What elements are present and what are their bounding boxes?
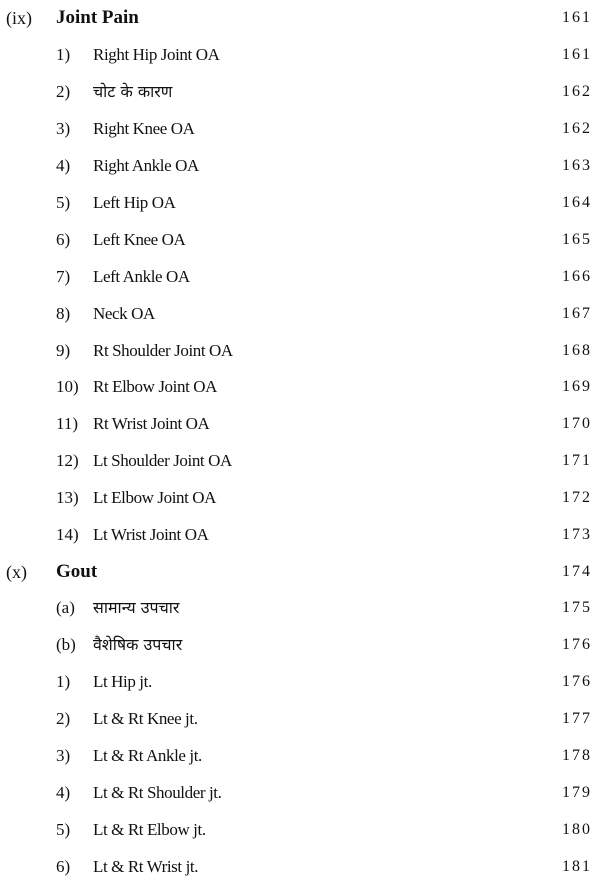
entry-number: 8) [56, 304, 71, 323]
page-number: 176 [562, 673, 592, 690]
entry-label: Lt & Rt Wrist jt. [93, 857, 199, 876]
page-number: 164 [562, 194, 592, 211]
entry-label: वैशेषिक उपचार [93, 635, 183, 654]
entry-number: 3) [56, 746, 71, 765]
page-number: 161 [562, 9, 592, 26]
toc-entry[interactable] [0, 372, 600, 402]
page-number: 169 [562, 378, 592, 395]
page-number: 177 [562, 710, 592, 727]
toc-entry[interactable] [0, 409, 600, 439]
page-number: 171 [562, 452, 592, 469]
page-number: 168 [562, 342, 592, 359]
entry-label: चोट के कारण [93, 82, 173, 101]
section-number: (x) [6, 562, 27, 582]
toc-entry[interactable] [0, 520, 600, 550]
entry-label: Lt Hip jt. [93, 672, 152, 691]
page-number: 172 [562, 489, 592, 506]
section-title: Joint Pain [56, 7, 139, 28]
entry-number: 7) [56, 267, 71, 286]
section-number: (ix) [6, 8, 32, 28]
entry-number: 5) [56, 820, 71, 839]
entry-number: 4) [56, 156, 71, 175]
entry-label: Right Ankle OA [93, 156, 199, 175]
entry-label: Rt Elbow Joint OA [93, 377, 218, 396]
entry-label: Lt Wrist Joint OA [93, 525, 209, 544]
entry-label: Lt & Rt Knee jt. [93, 709, 198, 728]
entry-number: 11) [56, 414, 79, 433]
page-number: 174 [562, 563, 592, 580]
toc-entry[interactable] [0, 225, 600, 255]
entry-label: Lt & Rt Ankle jt. [93, 746, 202, 765]
entry-label: Left Ankle OA [93, 267, 190, 286]
entry-number: 2) [56, 82, 71, 101]
toc-entry[interactable] [0, 299, 600, 329]
entry-number: (a) [56, 598, 75, 617]
entry-label: Right Hip Joint OA [93, 45, 220, 64]
toc-entry[interactable] [0, 667, 600, 697]
toc-entry[interactable] [0, 704, 600, 734]
entry-label: Rt Wrist Joint OA [93, 414, 210, 433]
toc-entry[interactable] [0, 483, 600, 513]
entry-number: 12) [56, 451, 79, 470]
entry-label: Lt Elbow Joint OA [93, 488, 217, 507]
entry-number: 4) [56, 783, 71, 802]
toc-entry[interactable] [0, 336, 600, 366]
entry-label: Left Knee OA [93, 230, 186, 249]
entry-number: 1) [56, 45, 71, 64]
page-number: 162 [562, 83, 592, 100]
page-number: 165 [562, 231, 592, 248]
section-heading-gout[interactable] [0, 557, 600, 587]
entry-number: (b) [56, 635, 76, 654]
page-number: 170 [562, 415, 592, 432]
entry-number: 3) [56, 119, 71, 138]
page-number: 167 [562, 305, 592, 322]
entry-label: Lt Shoulder Joint OA [93, 451, 232, 470]
page-number: 163 [562, 157, 592, 174]
section-title: Gout [56, 561, 98, 582]
toc-entry[interactable] [0, 77, 600, 107]
entry-label: Right Knee OA [93, 119, 195, 138]
entry-label: Lt & Rt Elbow jt. [93, 820, 206, 839]
entry-number: 13) [56, 488, 79, 507]
entry-label: Rt Shoulder Joint OA [93, 341, 233, 360]
toc-entry[interactable] [0, 446, 600, 476]
entry-number: 9) [56, 341, 71, 360]
page-number: 176 [562, 636, 592, 653]
page-number: 173 [562, 526, 592, 543]
entry-number: 1) [56, 672, 71, 691]
entry-number: 6) [56, 857, 71, 876]
entry-label: Left Hip OA [93, 193, 176, 212]
toc-entry[interactable] [0, 593, 600, 623]
page-number: 178 [562, 747, 592, 764]
page-number: 175 [562, 599, 592, 616]
page-number: 161 [562, 46, 592, 63]
toc-entry[interactable] [0, 852, 600, 882]
page-number: 179 [562, 784, 592, 801]
toc-entry[interactable] [0, 114, 600, 144]
page-number: 166 [562, 268, 592, 285]
entry-number: 2) [56, 709, 71, 728]
page-number: 180 [562, 821, 592, 838]
toc-entry[interactable] [0, 741, 600, 771]
entry-label: Lt & Rt Shoulder jt. [93, 783, 222, 802]
page-number: 162 [562, 120, 592, 137]
entry-label: सामान्य उपचार [93, 598, 180, 617]
toc-entry[interactable] [0, 262, 600, 292]
entry-number: 10) [56, 377, 79, 396]
entry-number: 14) [56, 525, 79, 544]
entry-number: 6) [56, 230, 71, 249]
page-number: 181 [562, 858, 592, 875]
entry-label: Neck OA [93, 304, 155, 323]
toc-entry[interactable] [0, 188, 600, 218]
toc-entry[interactable] [0, 778, 600, 808]
toc-entry[interactable] [0, 40, 600, 70]
toc-entry[interactable] [0, 815, 600, 845]
section-heading-joint-pain[interactable] [0, 3, 600, 33]
entry-number: 5) [56, 193, 71, 212]
toc-entry[interactable] [0, 630, 600, 660]
toc-entry[interactable] [0, 151, 600, 181]
